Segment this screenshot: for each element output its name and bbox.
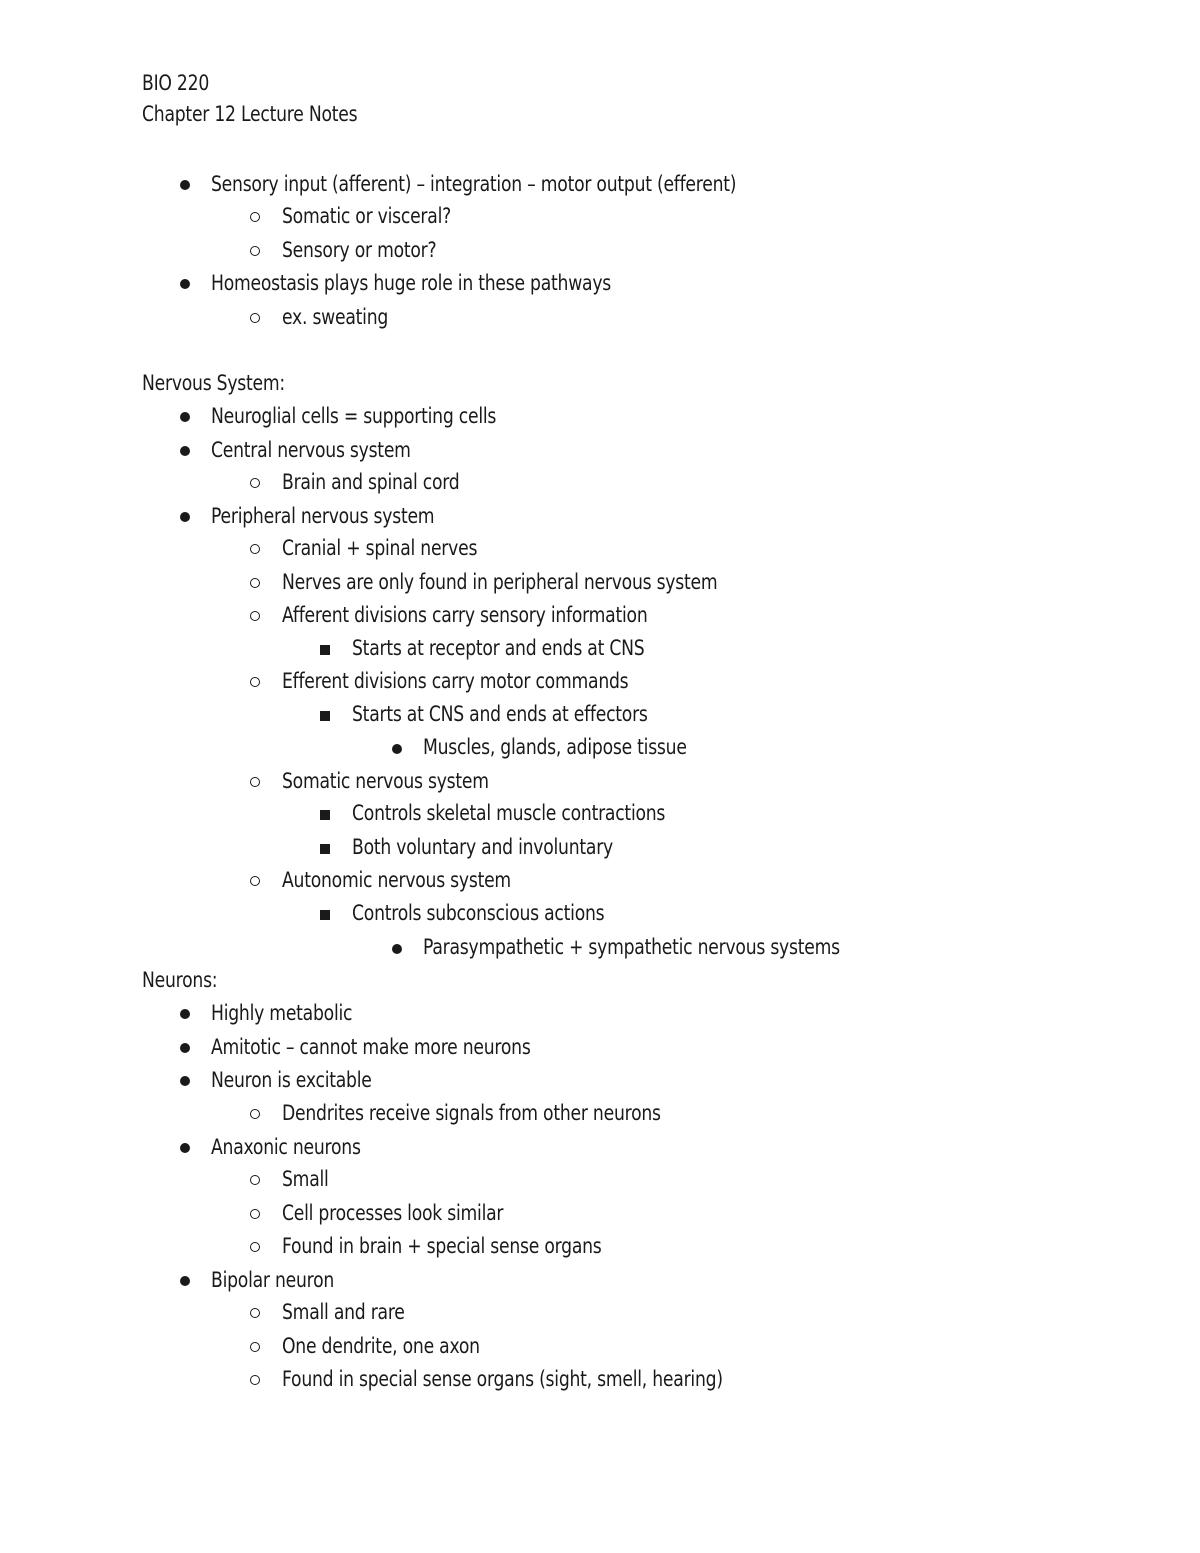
list-item: Controls subconscious actions bbox=[352, 901, 605, 925]
list-item: Parasympathetic + sympathetic nervous systems bbox=[423, 935, 840, 959]
list-item: Afferent divisions carry sensory information bbox=[282, 603, 648, 627]
course-code: BIO 220 bbox=[142, 71, 210, 95]
list-item: Somatic nervous system bbox=[282, 769, 489, 793]
bullet-circle bbox=[250, 313, 260, 323]
section-heading-neurons: Neurons: bbox=[142, 968, 218, 992]
list-item: Amitotic – cannot make more neurons bbox=[211, 1035, 531, 1059]
list-item: Muscles, glands, adipose tissue bbox=[423, 735, 687, 759]
bullet-square bbox=[320, 711, 330, 721]
bullet-circle bbox=[250, 1242, 260, 1252]
list-item: One dendrite, one axon bbox=[282, 1334, 480, 1358]
bullet-circle bbox=[250, 677, 260, 687]
bullet-circle bbox=[250, 478, 260, 488]
list-item: Sensory input (afferent) – integration – motor output (efferent) bbox=[211, 172, 737, 196]
bullet-circle bbox=[250, 777, 260, 787]
bullet-circle bbox=[250, 246, 260, 256]
bullet-square bbox=[320, 810, 330, 820]
list-item: Small bbox=[282, 1167, 329, 1191]
bullet-circle bbox=[250, 1308, 260, 1318]
bullet-circle bbox=[250, 578, 260, 588]
bullet-circle bbox=[250, 1209, 260, 1219]
bullet-disc bbox=[180, 279, 190, 289]
list-item: Homeostasis plays huge role in these pathways bbox=[211, 271, 612, 295]
bullet-disc bbox=[180, 1076, 190, 1086]
bullet-disc bbox=[180, 1009, 190, 1019]
list-item: Efferent divisions carry motor commands bbox=[282, 669, 629, 693]
list-item: ex. sweating bbox=[282, 305, 389, 329]
list-item: Sensory or motor? bbox=[282, 238, 437, 262]
bullet-disc bbox=[180, 512, 190, 522]
bullet-disc bbox=[180, 412, 190, 422]
bullet-square bbox=[320, 645, 330, 655]
bullet-disc bbox=[180, 1043, 190, 1053]
list-item: Cranial + spinal nerves bbox=[282, 536, 478, 560]
list-item: Starts at CNS and ends at effectors bbox=[352, 702, 648, 726]
bullet-disc bbox=[180, 180, 190, 190]
bullet-square bbox=[320, 910, 330, 920]
list-item: Dendrites receive signals from other neurons bbox=[282, 1101, 661, 1125]
bullet-circle bbox=[250, 1109, 260, 1119]
bullet-circle bbox=[250, 611, 260, 621]
bullet-square bbox=[320, 844, 330, 854]
list-item: Autonomic nervous system bbox=[282, 868, 511, 892]
bullet-circle bbox=[250, 544, 260, 554]
bullet-disc bbox=[180, 1276, 190, 1286]
bullet-disc bbox=[180, 446, 190, 456]
bullet-disc bbox=[392, 744, 402, 754]
list-item: Both voluntary and involuntary bbox=[352, 835, 613, 859]
bullet-circle bbox=[250, 1375, 260, 1385]
bullet-disc bbox=[180, 1143, 190, 1153]
bullet-circle bbox=[250, 212, 260, 222]
list-item: Controls skeletal muscle contractions bbox=[352, 801, 666, 825]
list-item: Peripheral nervous system bbox=[211, 504, 435, 528]
list-item: Highly metabolic bbox=[211, 1001, 353, 1025]
list-item: Somatic or visceral? bbox=[282, 204, 452, 228]
list-item: Found in brain + special sense organs bbox=[282, 1234, 602, 1258]
list-item: Brain and spinal cord bbox=[282, 470, 460, 494]
list-item: Anaxonic neurons bbox=[211, 1135, 361, 1159]
bullet-circle bbox=[250, 1175, 260, 1185]
list-item: Found in special sense organs (sight, smell, hearing) bbox=[282, 1367, 723, 1391]
list-item: Nerves are only found in peripheral nervous system bbox=[282, 570, 718, 594]
page-title: Chapter 12 Lecture Notes bbox=[142, 102, 358, 126]
list-item: Neuroglial cells = supporting cells bbox=[211, 404, 497, 428]
list-item: Small and rare bbox=[282, 1300, 405, 1324]
list-item: Neuron is excitable bbox=[211, 1068, 372, 1092]
bullet-disc bbox=[392, 944, 402, 954]
section-heading-nervous-system: Nervous System: bbox=[142, 371, 285, 395]
list-item: Central nervous system bbox=[211, 438, 411, 462]
list-item: Cell processes look similar bbox=[282, 1201, 504, 1225]
bullet-circle bbox=[250, 876, 260, 886]
list-item: Starts at receptor and ends at CNS bbox=[352, 636, 645, 660]
list-item: Bipolar neuron bbox=[211, 1268, 335, 1292]
bullet-circle bbox=[250, 1342, 260, 1352]
